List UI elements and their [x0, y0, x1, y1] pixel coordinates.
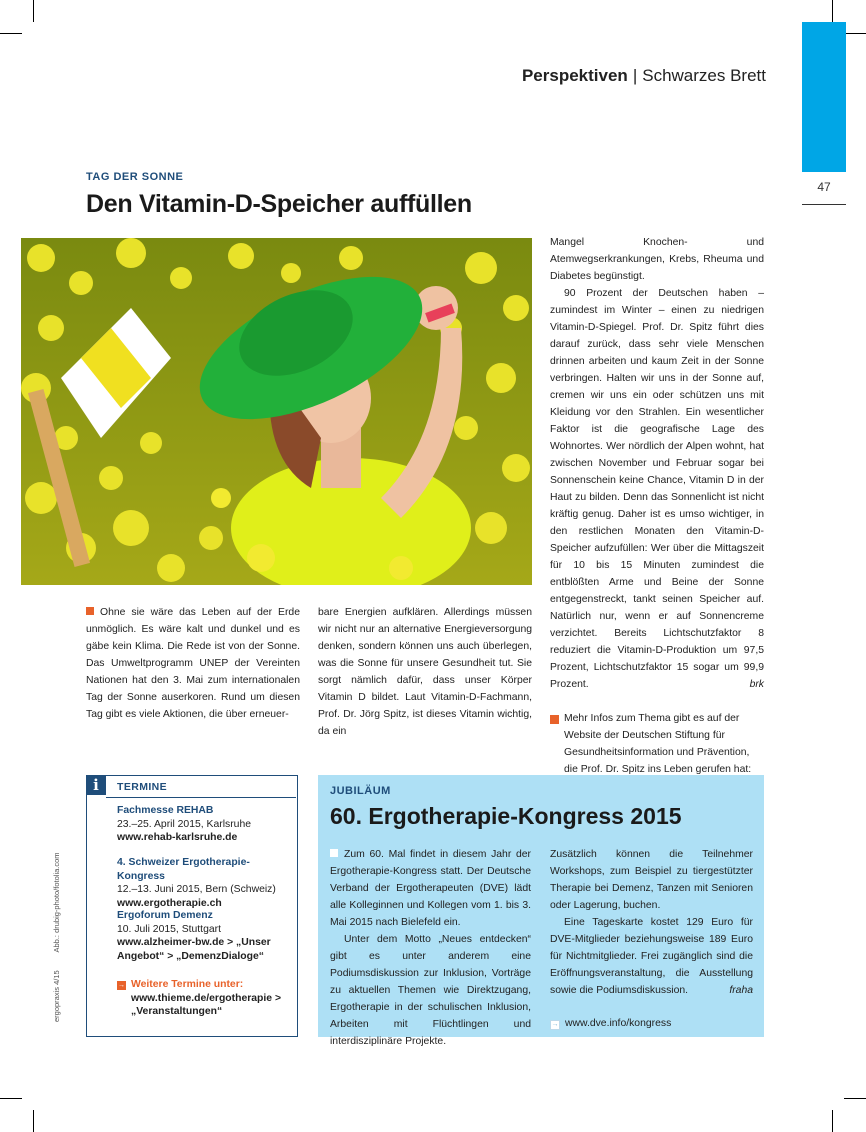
arrow-right-icon: →: [118, 982, 125, 989]
event-url[interactable]: www.ergotherapie.ch: [117, 897, 222, 909]
start-square-icon: [86, 607, 94, 615]
header-subsection: Schwarzes Brett: [642, 66, 766, 85]
arrow-right-icon: →: [551, 1021, 559, 1028]
article-column-3: [544, 234, 764, 795]
event-detail: 12.–13. Juni 2015, Bern (Schweiz): [117, 884, 276, 895]
event-name: Ergoforum Demenz: [117, 910, 213, 921]
more-events-label: Weitere Termine unter:: [131, 979, 244, 990]
jubilaeum-col2-p1: Zusätzlich können die Teilnehmer Workshops, zum Beispiel zu tiergestützter Therapie bei Demenz, Tanzen mit Senioren oder Lagerung, buchen.: [550, 849, 753, 911]
termine-label: TERMINE: [117, 781, 168, 793]
article-photo: [21, 238, 532, 585]
event-url[interactable]: www.alzheimer-bw.de > „Unser Angebot“ > „DemenzDialoge“: [117, 937, 271, 962]
jubilaeum-column-1: [330, 846, 531, 1050]
article-col2-text: bare Energien aufklären. Allerdings müssen wir nicht nur an alternative Energieversorgung denken, sondern können uns auch überlegen, was die Sonne für unsere Gesundheit tut. Sie sorgt nämlich dafür, dass unser Körper Vitamin D bildet. Laut Vitamin-D-Fachmann, Prof. Dr. Jörg Spitz, ist dieses Vitamin wichtig, da ein: [318, 607, 532, 737]
crop-mark: [832, 1110, 833, 1132]
section-color-tab: [802, 22, 846, 172]
photo-credit: Abb.: drubig-photo/fotolia.com: [52, 852, 61, 953]
arrow-right-icon: →: [550, 715, 559, 724]
journal-issue: ergopraxis 4/15: [52, 970, 61, 1022]
jubilaeum-title: 60. Ergotherapie-Kongress 2015: [330, 803, 682, 829]
article-kicker: TAG DER SONNE: [86, 171, 184, 183]
jubilaeum-col2-p2: Eine Tageskarte kostet 129 Euro für DVE-Mitglieder beziehungsweise 189 Euro für Nichtmitglieder. Frei zugänglich sind die Eröffnungsveranstaltung, die Ausstellung sowie die Podiumsdiskussion.: [550, 917, 753, 996]
header-separator: |: [632, 66, 638, 85]
page-number-rule: [802, 204, 846, 205]
header-section: Perspektiven: [521, 66, 628, 85]
jubilaeum-col1-p2: Unter dem Motto „Neues entdecken“ gibt es unter anderem eine Podiumsdiskussion zur Inklusion, Vorträge zu aktuellen Themen wie Direktzugang, Ergotherapie in der schulischen Inklusion, Arbeiten mit Flüchtlingen und interdisziplinäre Projekte.: [330, 934, 531, 1047]
jubilaeum-link[interactable]: www.dve.info/kongress: [565, 1018, 672, 1029]
crop-mark: [33, 0, 34, 22]
article-col3-p1: Mangel Knochen- und Atemwegserkrankungen, Krebs, Rheuma und Diabetes begünstigt.: [550, 237, 764, 282]
article-signature: brk: [749, 679, 764, 690]
crop-mark: [33, 1110, 34, 1132]
crop-mark: [0, 33, 22, 34]
termine-rule: [106, 797, 296, 798]
start-square-icon: [330, 849, 338, 857]
event-item: [117, 856, 295, 910]
jubilaeum-column-2: [550, 846, 753, 1032]
photo-woman-in-green-hat-sunbathing: [21, 238, 532, 585]
more-events: [117, 978, 295, 1019]
article-col1-text: Ohne sie wäre das Leben auf der Erde unmöglich. Es wäre kalt und dunkel und es gäbe kein Klima. Die Rede ist von der Sonne. Das Umweltprogramm UNEP der Vereinten Nationen hat den 3. Mai zum internationalen Tag der Sonne auserkoren. Rund um diesen Tag gibt es viele Aktionen, die über erneuer-: [86, 607, 300, 720]
article-info-text[interactable]: Mehr Infos zum Thema gibt es auf der Website der Deutschen Stiftung für Gesundheitsinformation und Prävention, die Prof. Dr. Spitz ins Leben gerufen hat:: [564, 713, 752, 775]
article-title: Den Vitamin-D-Speicher auffüllen: [86, 190, 472, 218]
article-col3-p2: 90 Prozent der Deutschen haben – zumindest im Winter – einen zu niedrigen Vitamin-D-Spiegel. Prof. Dr. Spitz führt dies darauf zurück, dass sehr viele Menschen drinnen arbeiten und kaum Zeit in der Sonne verbringen. Halten wir uns in der Sonne auf, cremen wir uns ein oder schützen uns mit Kleidung vor den Strahlen. Ein wesentlicher Faktor ist die geografische Lage des Wohnortes. Wer nördlich der Alpen wohnt, hat zwischen November und Februar sogar bei Sonnenschein keine Chance, Vitamin D in der Haut zu bilden. Denn das Sonnenlicht ist nicht kräftig genug. Daher ist es umso wichtiger, in den restlichen Monaten den Vitamin-D-Speicher aufzufüllen: Wer über die Mittagszeit für 10 bis 15 Minuten zumindest die entblößten Arme und Beine der Sonne entgegenstreckt, tankt seinen Speicher auf. Natürlich nur, wenn er auf Sonnencreme verzichtet. Bereits Lichtschutzfaktor 8 reduziert die Vitamin-D-Produktion um 97,5 Prozent, Lichtschutzfaktor 15 sogar um 99,9 Prozent.: [550, 288, 764, 690]
event-url[interactable]: www.rehab-karlsruhe.de: [117, 832, 238, 843]
event-name: Fachmesse REHAB: [117, 805, 214, 816]
article-column-2: [318, 604, 532, 740]
crop-mark: [0, 1098, 22, 1099]
jubilaeum-kicker: JUBILÄUM: [330, 785, 391, 797]
article-column-1: [86, 604, 300, 723]
crop-mark: [832, 0, 833, 22]
event-detail: 10. Juli 2015, Stuttgart: [117, 923, 221, 935]
jubilaeum-signature: fraha: [729, 985, 753, 996]
info-icon: i: [86, 775, 106, 795]
page-number: 47: [817, 180, 831, 194]
event-detail: 23.–25. April 2015, Karlsruhe: [117, 818, 252, 830]
running-header: [522, 66, 766, 86]
jubilaeum-col1-p1: Zum 60. Mal findet in diesem Jahr der Ergotherapie-Kongress statt. Der Deutsche Verband der Ergotherapeuten (DVE) lädt alle Kolleginnen und Kollegen vom 1. bis 3. Mai 2015 nach Bielefeld ein.: [330, 849, 531, 928]
event-item: [117, 804, 295, 845]
crop-mark: [844, 1098, 866, 1099]
event-name: 4. Schweizer Ergotherapie-Kongress: [117, 857, 250, 882]
more-events-url[interactable]: www.thieme.de/ergotherapie > „Veranstaltungen“: [131, 992, 282, 1017]
crop-mark: [844, 33, 866, 34]
event-item: [117, 909, 295, 963]
side-credit: [52, 852, 61, 1022]
